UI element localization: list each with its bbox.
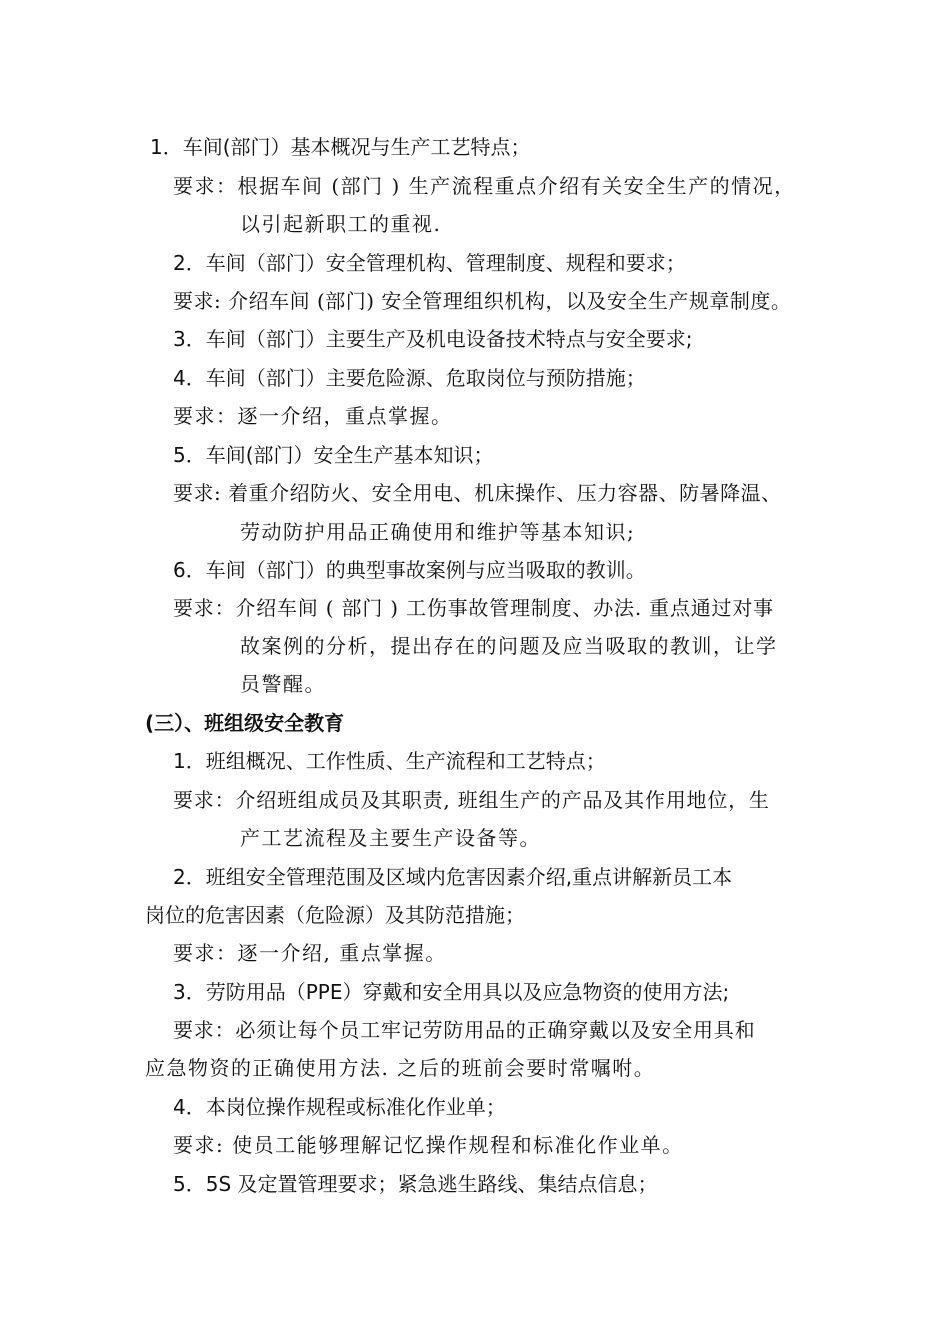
- team-item-1-requirement: 要求：介绍班组成员及其职责, 班组生产的产品及其作用地位，生: [173, 788, 770, 812]
- item-1-heading: 1．车间(部门）基本概况与生产工艺特点；: [150, 135, 531, 159]
- team-item-3-requirement: 要求：必须让每个员工牢记劳防用品的正确穿戴以及安全用具和: [173, 1018, 756, 1042]
- item-1-requirement: 要求：根据车间 (部门 ) 生产流程重点介绍有关安全生产的情况，: [173, 174, 796, 198]
- team-item-2-heading-cont: 岗位的危害因素（危险源）及其防范措施；: [145, 903, 525, 927]
- team-item-2-heading: 2．班组安全管理范围及区域内危害因素介绍,重点讲解新员工本: [173, 865, 733, 889]
- team-item-4-requirement: 要求: 使员工能够理解记忆操作规程和标准化作业单。: [173, 1133, 684, 1157]
- team-item-5-heading: 5．5S 及定置管理要求；紧急逃生路线、集结点信息；: [173, 1172, 658, 1196]
- team-item-3-heading: 3．劳防用品（PPE）穿戴和安全用具以及应急物资的使用方法;: [173, 980, 730, 1004]
- item-4-requirement: 要求：逐一介绍，重点掌握。: [173, 404, 453, 428]
- item-6-requirement: 要求：介绍车间 ( 部门 ) 工伤事故管理制度、办法. 重点通过对事: [173, 596, 774, 620]
- team-item-4-heading: 4．本岗位操作规程或标准化作业单；: [173, 1095, 506, 1119]
- item-2-heading: 2．车间（部门）安全管理机构、管理制度、规程和要求；: [173, 251, 686, 275]
- team-item-1-heading: 1．班组概况、工作性质、生产流程和工艺特点；: [173, 749, 606, 773]
- item-5-heading: 5．车间(部门）安全生产基本知识；: [173, 443, 494, 467]
- item-2-requirement: 要求: 介绍车间 (部门) 安全管理组织机构，以及安全生产规章制度。: [173, 289, 792, 313]
- item-6-heading: 6．车间（部门）的典型事故案例与应当吸取的教训。: [173, 558, 646, 582]
- item-6-requirement-cont: 故案例的分析，提出存在的问题及应当吸取的教训，让学: [240, 634, 778, 658]
- item-1-requirement-cont: 以引起新职工的重视.: [240, 212, 442, 236]
- item-6-requirement-cont2: 员警醒。: [240, 672, 326, 696]
- item-5-requirement-cont: 劳动防护用品正确使用和维护等基本知识;: [240, 520, 636, 544]
- item-3-heading: 3．车间（部门）主要生产及机电设备技术特点与安全要求;: [173, 327, 693, 351]
- item-4-heading: 4．车间（部门）主要危险源、危取岗位与预防措施；: [173, 366, 646, 390]
- section-heading: (三）、班组级安全教育: [145, 711, 345, 735]
- team-item-3-requirement-cont: 应急物资的正确使用方法. 之后的班前会要时常嘱咐。: [145, 1056, 656, 1080]
- item-5-requirement: 要求: 着重介绍防火、安全用电、机床操作、压力容器、防暑降温、: [173, 481, 782, 505]
- team-item-2-requirement: 要求：逐一介绍, 重点掌握。: [173, 941, 447, 965]
- team-item-1-requirement-cont: 产工艺流程及主要生产设备等。: [240, 826, 541, 850]
